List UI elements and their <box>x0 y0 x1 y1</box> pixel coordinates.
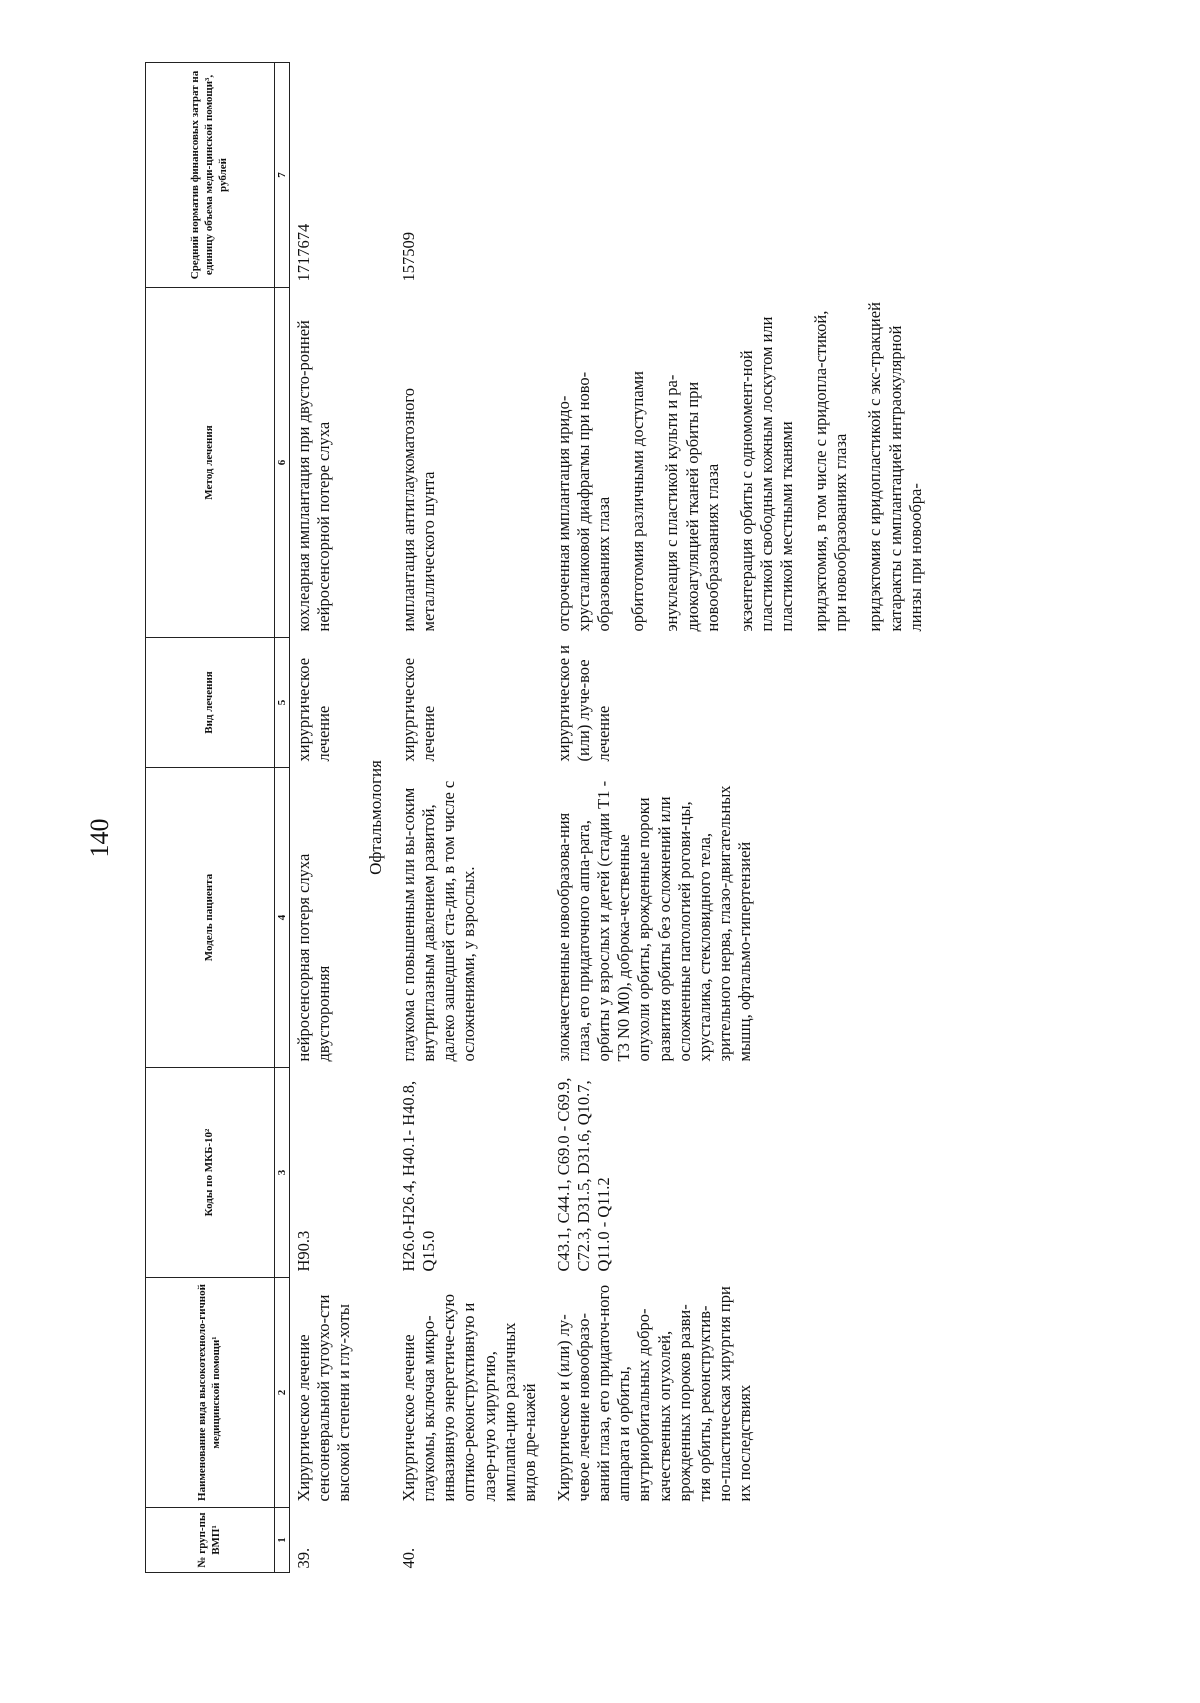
column-number: 2 <box>275 1278 290 1508</box>
vmp-table <box>145 62 932 1573</box>
column-number: 7 <box>275 63 290 288</box>
table-row <box>395 63 546 1573</box>
cost-norm: 1717674 <box>294 223 313 282</box>
patient-model: нейросенсорная потеря слуха двусторонняя <box>294 853 334 1062</box>
method-item: отсроченная имплантация иридо-хрусталиковой диафрагмы при ново-образованиях глаза <box>553 371 614 632</box>
treatment-method: имплантация антиглаукоматозного металлического шунта <box>399 388 439 632</box>
column-number-row <box>275 63 290 1573</box>
patient-model: злокачественные новообразова-ния глаза, его придаточного аппа-рата, орбиты у взрослых и детей (стадии T1 - T3 N0 M0), доброка-чественные опухоли орбиты, врожденные пороки развития орбиты без осложнений или осложненные патологией рогови-цы, хрусталика, стекловидного тела, зрительного нерва, глазо-двигательных мышц, офтальмо-гипертензией <box>553 780 755 1062</box>
method-item: иридэктомия, в том числе с иридопла-стикой, при новообразованиях глаза <box>811 310 851 632</box>
vmp-name: Хирургическое лечение сенсоневральной тугоухо-сти высокой степени и глу-хоты <box>294 1294 354 1502</box>
header-treatment-type: Вид лечения <box>146 638 275 768</box>
header-cost-norm: Средний норматив финансовых затрат на единицу объема меди-цинской помощи³, рублей <box>146 63 275 288</box>
page-number: 140 <box>85 818 114 858</box>
column-number: 6 <box>275 288 290 638</box>
group-number: 40. <box>399 1547 419 1569</box>
section-title: Офтальмология <box>366 760 386 875</box>
treatment-methods <box>546 288 932 638</box>
column-number: 1 <box>275 1508 290 1573</box>
header-group-number: № груп-пы ВМП¹ <box>146 1508 275 1573</box>
icd-codes: H26.0-H26.4, H40.1- H40.8, Q15.0 <box>399 1080 439 1272</box>
vmp-name: Хирургическое и (или) лу-чевое лечение новообразо-ваний глаза, его придаточ-ного аппарата и орбиты, внутриорбитальных добро-качественных опухолей, врожденных пороков разви-тия орбиты, реконструктив-но-пластическая хирургия при их последствиях <box>553 1284 755 1502</box>
treatment-type: хирургическое и (или) луче-вое лечение <box>553 645 614 762</box>
column-number: 3 <box>275 1068 290 1278</box>
table-row <box>546 63 932 1573</box>
treatment-method: кохлеарная имплантация при двусто-ронней нейросенсорной потере слуха <box>294 320 334 632</box>
header-icd-codes: Коды по МКБ-10² <box>146 1068 275 1278</box>
vmp-name: Хирургическое лечение глаукомы, включая микро-инвазивную энергетиче-скую оптико-реконструктивную и лазер-ную хирургию, имплanta-цию различных видов дре-нажей <box>399 1294 539 1502</box>
patient-model: глаукома с повышенным или вы-соким внутриглазным давлением развитой, далеко зашедшей ста-дии, в том числе с осложнениями, у взрослых. <box>399 780 479 1062</box>
icd-codes: C43.1, C44.1, C69.0 - C69.9, C72.3, D31.5, D31.6, Q10.7, Q11.0 - Q11.2 <box>553 1077 614 1272</box>
method-item: иридэктомия с иридопластикой с экс-тракцией катаракты с имплантацией интраокулярной линзы при новообра- <box>865 302 925 632</box>
treatment-type: хирургическое лечение <box>399 657 439 762</box>
group-number <box>546 1508 932 1573</box>
header-patient-model: Модель пациента <box>146 768 275 1068</box>
column-number: 5 <box>275 638 290 768</box>
section-row <box>360 63 395 1573</box>
column-number: 4 <box>275 768 290 1068</box>
header-treatment-method: Метод лечения <box>146 288 275 638</box>
header-vmp-name: Наименование вида высокотехноло-гичной медицинской помощи¹ <box>146 1278 275 1508</box>
method-item: экзентерация орбиты с одномомент-ной пластикой свободным кожным лоскутом или пластикой местными тканями <box>736 316 797 632</box>
header-row <box>146 63 275 1573</box>
cost-norm: 157509 <box>399 232 419 282</box>
method-item: энуклеация с пластикой культи и ра-диокоагуляцией тканей орбиты при новообразованиях глаза <box>662 374 722 632</box>
icd-codes: H90.3 <box>294 1230 313 1272</box>
cost-norm <box>546 63 932 288</box>
table-row <box>290 63 361 1573</box>
group-number: 39. <box>294 1547 313 1569</box>
treatment-type: хирургическое лечение <box>294 657 334 762</box>
method-item: орбитотомия различными доступами <box>628 371 648 632</box>
